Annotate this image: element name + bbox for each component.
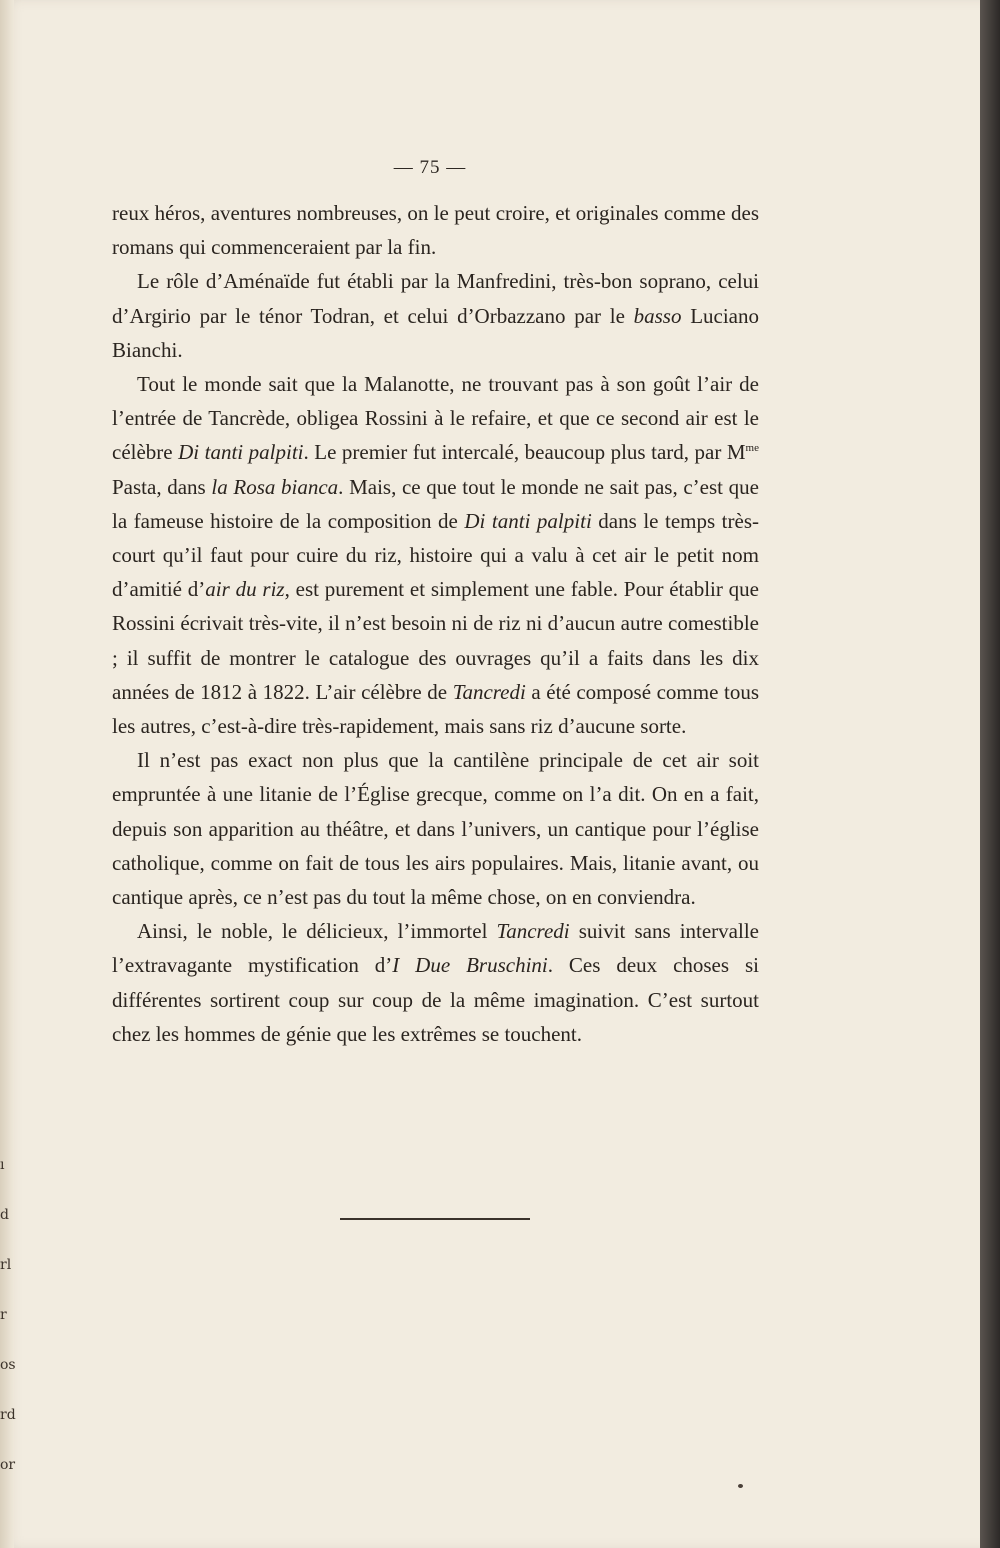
margin-mark: or [0, 1457, 16, 1473]
margin-mark: r [0, 1307, 7, 1323]
paragraph-text: suivit sans intervalle l’extravagante mystification d’ [112, 919, 759, 978]
paragraph-text: . Le premier fut intercalé, beaucoup plus tard, par M [303, 440, 746, 465]
margin-mark: d [0, 1207, 9, 1223]
paragraph-text: . Mais, ce que tout le monde ne sait pas, c’est que la fameuse histoire de la composition de [112, 474, 759, 533]
paragraph-1 [112, 196, 759, 264]
paragraph-text: Pasta, dans [112, 474, 212, 499]
italic-term: air du riz [205, 577, 285, 602]
paragraph-4 [112, 743, 759, 914]
scan-background-edge [980, 0, 1000, 1548]
paragraph-text: , est purement et simplement une fable. Pour établir que Rossini écrivait très-vite, il n’est besoin ni de riz ni d’aucun autre comestible ; il suffit de montrer le catalogue des ouvrages qu’il a faits dans les dix années de 1812 à 1822. L’air célèbre de [112, 577, 760, 704]
paragraph-text: . Ces deux choses si différentes sortirent coup sur coup de la même imagination. C’est surtout chez les hommes de génie que les extrêmes se touchent. [112, 953, 759, 1046]
margin-mark: ı [0, 1157, 5, 1173]
paragraph-text: a été composé comme tous les autres, c’est-à-dire très-rapidement, mais sans riz d’aucune sorte. [112, 679, 760, 739]
paragraph-3 [112, 367, 759, 743]
end-rule-divider [340, 1218, 530, 1220]
paragraph-2 [112, 264, 759, 367]
margin-bleed-marks [0, 1140, 14, 1490]
italic-title: Di tanti palpiti [464, 508, 592, 533]
italic-title: la Rosa bianca [211, 474, 339, 499]
paragraph-text: Ainsi, le noble, le délicieux, l’immortel [137, 919, 497, 944]
margin-mark: rd [0, 1407, 16, 1423]
paragraph-text: dans le temps très-court qu’il faut pour cuire du riz, histoire qui a valu à cet air le petit nom d’amitié d’ [112, 508, 759, 602]
superscript: me [745, 442, 759, 455]
page-number: — 75 — [393, 157, 467, 178]
paper-speck [738, 1484, 743, 1488]
italic-title: Tancredi [452, 679, 526, 704]
paragraph-text: Luciano Bianchi. [112, 303, 760, 362]
paragraph-text: Il n’est pas exact non plus que la cantilène principale de cet air soit empruntée à une litanie de l’Église grecque, comme on l’a dit. On en a fait, depuis son apparition au théâtre, et dans l’univers, un cantique pour l’église catholique, comme on fait de tous les airs populaires. Mais, litanie avant, ou cantique après, ce n’est pas du tout la même chose, on en conviendra. [112, 748, 759, 910]
italic-term: basso [633, 303, 682, 328]
margin-mark: rl [0, 1257, 12, 1273]
italic-title: Di tanti palpiti [178, 440, 304, 465]
italic-title: I Due Bruschini [392, 953, 548, 978]
paragraph-text: reux héros, aventures nombreuses, on le peut croire, et originales comme des romans qui commenceraient par la fin. [112, 201, 759, 260]
paragraph-text: Le rôle d’Aménaïde fut établi par la Manfredini, très-bon soprano, celui d’Argirio par le ténor Todran, et celui d’Orbazzano par le [112, 269, 759, 328]
margin-mark: os [0, 1357, 16, 1373]
italic-title: Tancredi [496, 919, 570, 944]
paragraph-5 [112, 914, 759, 1051]
body-text [112, 196, 759, 1051]
paragraph-text: Tout le monde sait que la Malanotte, ne trouvant pas à son goût l’air de l’entrée de Tancrède, obligea Rossini à le refaire, et que ce second air est le célèbre [112, 372, 759, 465]
